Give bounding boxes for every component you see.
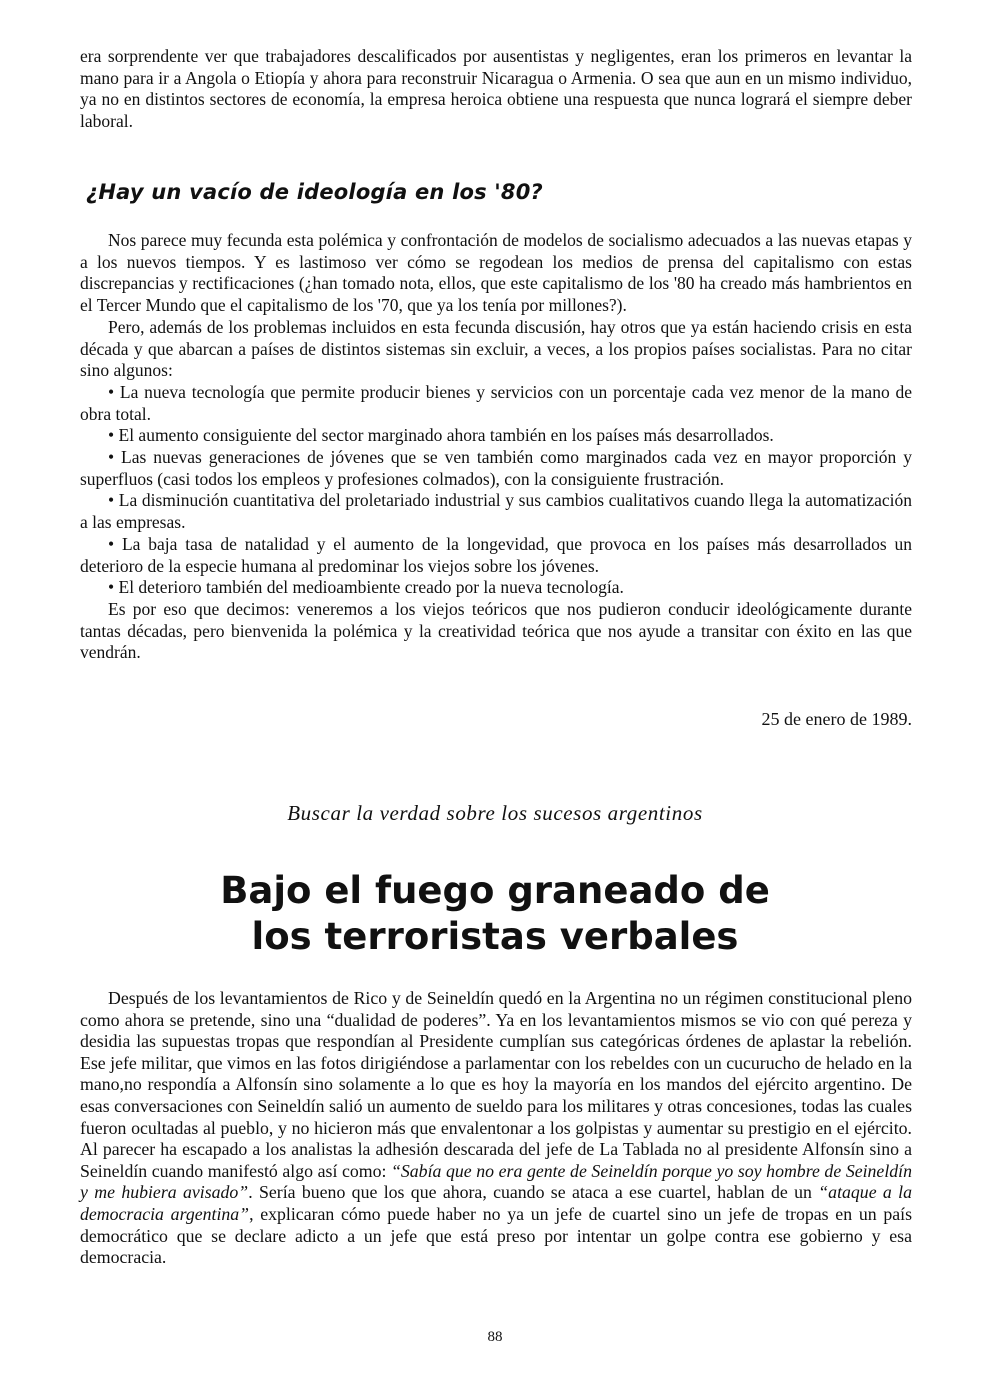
article-kicker: Buscar la verdad sobre los sucesos argentinos bbox=[287, 801, 703, 825]
article-title bbox=[0, 868, 990, 960]
section-paragraph-1: Nos parece muy fecunda esta polémica y confrontación de modelos de socialismo adecuados a las nuevas etapas y a los nuevos tiempos. Y es lastimoso ver cómo se regodean los medios de prensa del capitalismo con estas discrepancias y rectificaciones (¿han tomado nota, ellos, que este capitalismo de los '80 ha creado más hambrientos en el Tercer Mundo que el capitalismo de los '70, que ya los tenía por millones?). bbox=[80, 230, 912, 316]
article-title-line-1: Bajo el fuego graneado de bbox=[220, 869, 770, 912]
quote-ataque-democracia: “ataque a la democracia argentina” bbox=[80, 1182, 912, 1224]
section-body bbox=[80, 230, 912, 664]
list-item: • La disminución cuantitativa del proletariado industrial y sus cambios cualitativos cuando llega la automatización a las empresas. bbox=[80, 490, 912, 533]
section-paragraph-2: Pero, además de los problemas incluidos en esta fecunda discusión, hay otros que ya están haciendo crisis en esta década y que abarcan a países de distintos sistemas sin excluir, a veces, a los propios países socialistas. Para no citar sino algunos: bbox=[80, 316, 912, 381]
intro-paragraph: era sorprendente ver que trabajadores descalificados por ausentistas y negligentes, eran los primeros en levantar la mano para ir a Angola o Etiopía y ahora para reconstruir Nicaragua o Armenia. O sea que aun en un mismo individuo, ya no en distintos sectores de economía, la empresa heroica obtiene una respuesta que nunca logrará el siempre deber laboral. bbox=[80, 46, 912, 132]
list-item: • La nueva tecnología que permite producir bienes y servicios con un porcentaje cada vez menor de la mano de obra total. bbox=[80, 381, 912, 424]
page-number: 88 bbox=[487, 1329, 503, 1345]
article-body: Después de los levantamientos de Rico y de Seineldín quedó en la Argentina no un régimen constitucional pleno como ahora se pretende, sino una “dualidad de poderes”. Ya en los levantamientos mismos se vio con qué pereza y desidia las supuestas tropas que respondían al Presidente cumplían sus categóricas órdenes de aplastar la rebelión. Ese jefe militar, que vimos en las fotos dirigiéndose a parlamentar con los rebeldes con un cucurucho de helado en la mano,no respondía a Alfonsín sino solamente a lo que es hoy la mayoría en los mandos del ejército argentino. De esas conversaciones con Seineldín salió un aumento de sueldo para los militares y otras concesiones, todas las cuales fueron ocultadas al pueblo, y no hicieron más que envalentonar a los golpistas y aumentar su prestigio en el ejército. Al parecer ha escapado a los analistas la adhesión descarada del jefe de La Tablada no al presidente Alfonsín sino a Seineldín cuando manifestó algo así como: “Sabía que no era gente de Seineldín porque yo soy hombre de Seineldín y me hubiera avisado”. Sería bueno que los que ahora, cuando se ataca a ese cuartel, hablan de un “ataque a la democracia argentina”, explicaran cómo puede haber no ya un jefe de cuartel sino un jefe de tropas en un país democrático que se declare adicto a un jefe que está preso por intentar un golpe contra ese gobierno y esa democracia. bbox=[80, 988, 912, 1268]
list-item: • El aumento consiguiente del sector marginado ahora también en los países más desarrollados. bbox=[108, 425, 774, 446]
closing-paragraph: Es por eso que decimos: veneremos a los viejos teóricos que nos pudieron conducir ideológicamente durante tantas décadas, pero bienvenida la polémica y la creatividad teórica que nos ayude a transitar con éxito en las que vendrán. bbox=[80, 598, 912, 663]
article-title-line-2: los terroristas verbales bbox=[251, 915, 739, 958]
list-item: • El deterioro también del medioambiente creado por la nueva tecnología. bbox=[108, 577, 624, 598]
list-item: • La baja tasa de natalidad y el aumento de la longevidad, que provoca en los países más desarrollados un deterioro de la especie humana al predominar los viejos sobre los jóvenes. bbox=[80, 533, 912, 576]
list-item: • Las nuevas generaciones de jóvenes que se ven también como marginados cada vez en mayor proporción y superfluos (casi todos los empleos y profesiones colmados), con la consiguiente frustración. bbox=[80, 447, 912, 489]
article-date: 25 de enero de 1989. bbox=[761, 709, 912, 729]
section-heading: ¿Hay un vacío de ideología en los '80? bbox=[86, 180, 543, 204]
quote-jefe-tablada: “Sabía que no era gente de Seineldín porque yo soy hombre de Seineldín y me hubiera avisado” bbox=[80, 1160, 912, 1203]
